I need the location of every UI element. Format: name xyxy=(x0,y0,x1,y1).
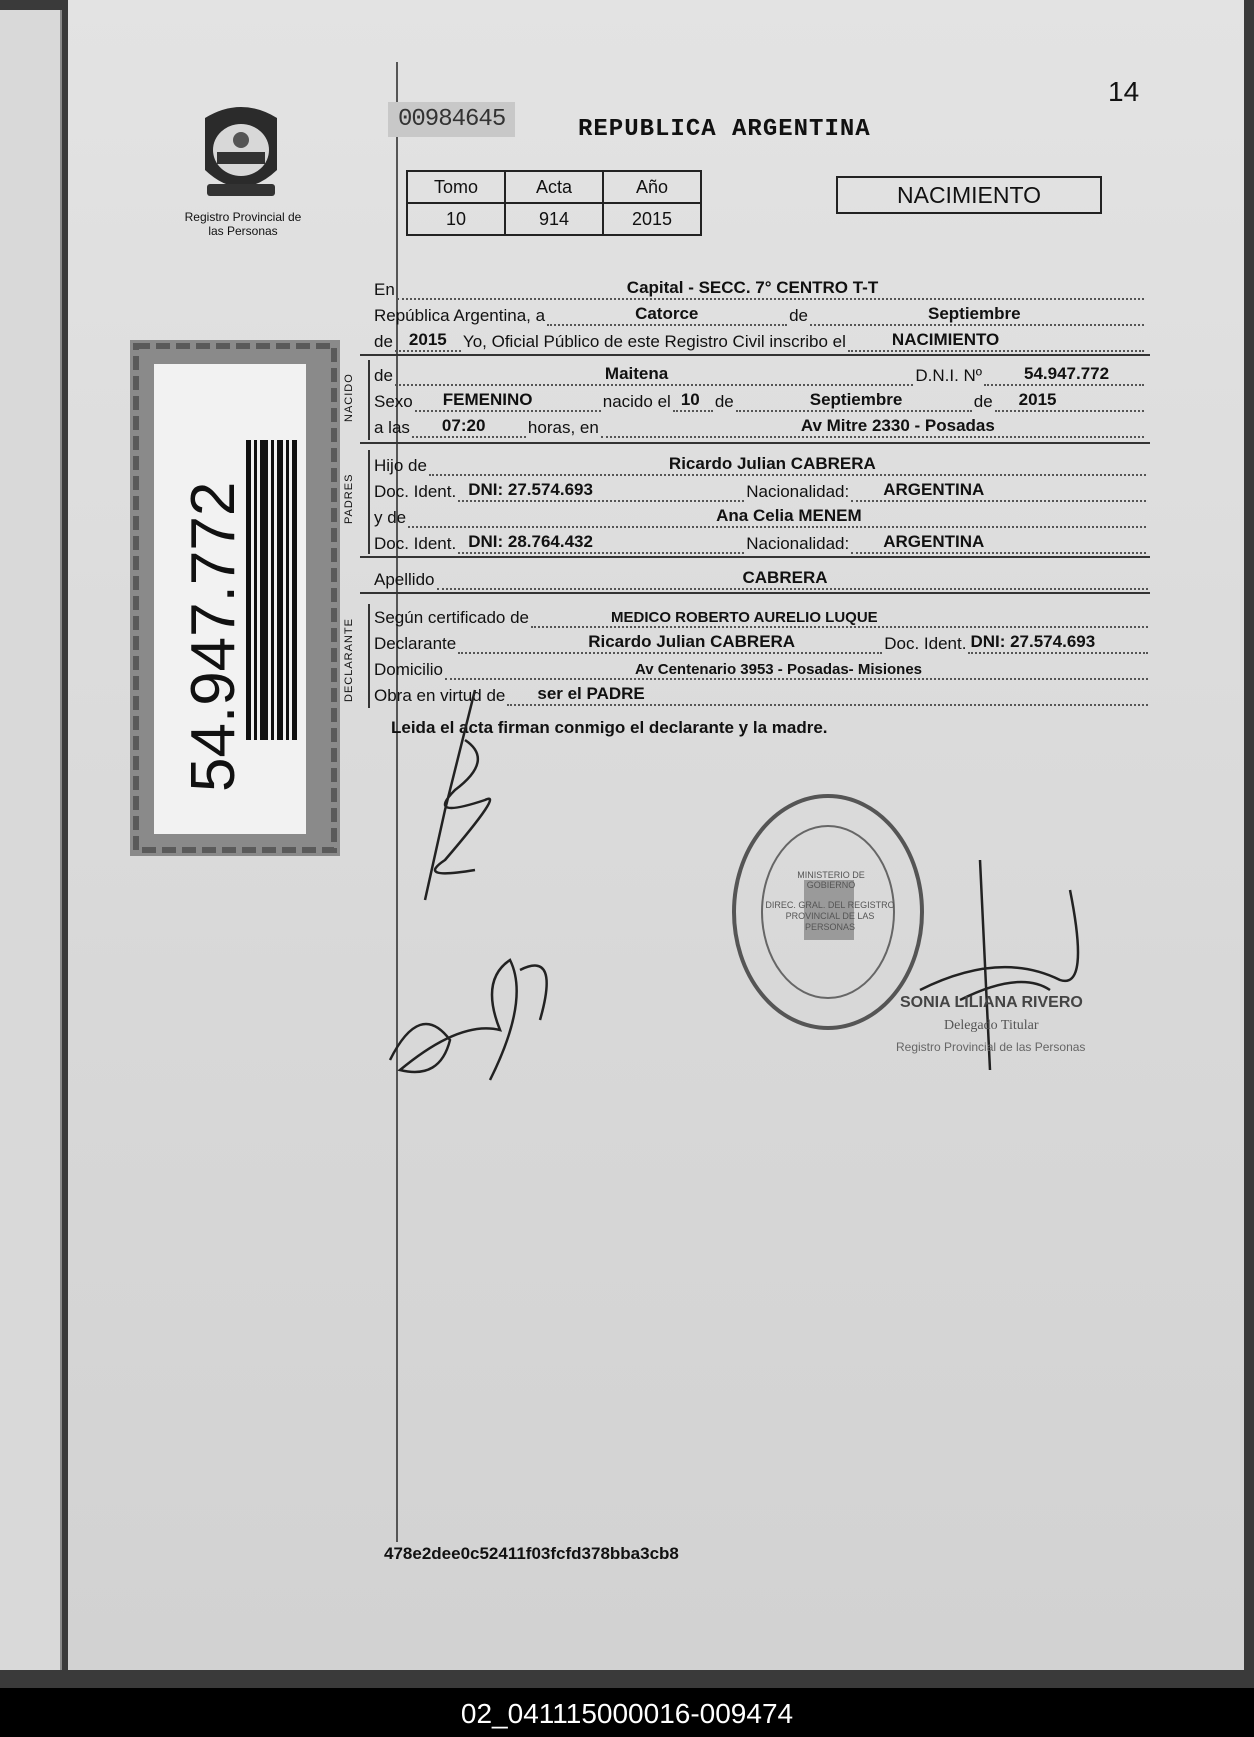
document-hash: 478e2dee0c52411f03fcfd378bba3cb8 xyxy=(384,1544,679,1563)
oficial-text: Yo, Oficial Público de este Registro Civil inscribo el xyxy=(462,332,846,351)
dni-label: D.N.I. Nº xyxy=(915,366,982,385)
back-sheet xyxy=(0,10,62,1670)
stamp-text: DIREC. GRAL. DEL REGISTRO PROVINCIAL DE LAS PERSONAS xyxy=(765,900,895,932)
closing-statement: Leida el acta firman conmigo el declarante y la madre. xyxy=(391,718,828,737)
declarante-signature xyxy=(405,680,525,910)
row-en xyxy=(374,274,1146,300)
row-certificado xyxy=(374,602,1150,628)
row-hora xyxy=(374,412,1146,438)
birth-day: 10 xyxy=(680,390,700,409)
official-org: Registro Provincial de las Personas xyxy=(896,1040,1086,1054)
header-acta: Acta xyxy=(505,171,603,203)
header-tomo: Tomo xyxy=(407,171,505,203)
apellido-label: Apellido xyxy=(374,570,435,589)
mother-doc: DNI: 28.764.432 xyxy=(468,532,593,551)
declarante-label: Declarante xyxy=(374,634,457,653)
declarante-bar xyxy=(368,604,370,708)
scan-file-id: 02_041115000016-009474 xyxy=(460,1698,794,1729)
birth-de2-label: de xyxy=(973,392,993,411)
row-sexo xyxy=(374,386,1146,412)
certificado-value: MEDICO ROBERTO AURELIO LUQUE xyxy=(611,609,878,626)
horas-label: horas, en xyxy=(527,418,599,437)
nacido-bar xyxy=(368,360,370,440)
row-name xyxy=(374,360,1146,386)
page-title: REPUBLICA ARGENTINA xyxy=(578,116,871,143)
value-acta: 914 xyxy=(505,203,603,235)
mother-nationality: ARGENTINA xyxy=(883,532,985,551)
side-label-padres: PADRES xyxy=(343,473,355,524)
en-value: Capital - SECC. 7° CENTRO T-T xyxy=(626,278,879,297)
segun-label: Según certificado de xyxy=(374,608,529,627)
separator xyxy=(360,354,1150,356)
oficial-signature xyxy=(900,850,1100,1100)
separator xyxy=(360,442,1150,444)
serial-number: 00984645 xyxy=(388,102,515,137)
row-madre xyxy=(374,502,1148,528)
obra-value: ser el PADRE xyxy=(537,684,645,703)
sexo-label: Sexo xyxy=(374,392,413,411)
declarante-doc-label: Doc. Ident. xyxy=(884,634,967,653)
domicilio-value: Av Centenario 3953 - Posadas- Misiones xyxy=(634,661,923,678)
declarante-doc: DNI: 27.574.693 xyxy=(970,632,1096,651)
alas-label: a las xyxy=(374,418,410,437)
act-type-box: NACIMIENTO xyxy=(836,176,1102,214)
page-number: 14 xyxy=(1108,76,1140,107)
obra-label: Obra en virtud de xyxy=(374,686,506,705)
mother-name: Ana Celia MENEM xyxy=(716,506,862,525)
birth-place: Av Mitre 2330 - Posadas xyxy=(800,416,995,435)
padres-bar xyxy=(368,450,370,554)
header-ano: Año xyxy=(603,171,701,203)
official-role: Delegado Titular xyxy=(944,1018,1039,1033)
father-name: Ricardo Julian CABRERA xyxy=(668,454,876,473)
row-oficial xyxy=(374,326,1146,352)
value-tomo: 10 xyxy=(407,203,505,235)
dni-sticker-number: 54.947.772 xyxy=(179,481,248,792)
birth-month: Septiembre xyxy=(809,390,903,409)
row-declarante xyxy=(374,628,1150,654)
row-padre xyxy=(374,450,1148,476)
child-dni: 54.947.772 xyxy=(1024,364,1110,383)
misiones-coat-of-arms-logo xyxy=(195,100,287,208)
row-republica xyxy=(374,300,1146,326)
father-doc: DNI: 27.574.693 xyxy=(468,480,593,499)
father-nat-label: Nacionalidad: xyxy=(746,482,850,501)
birth-de-label: de xyxy=(714,392,734,411)
name-de-label: de xyxy=(374,366,393,385)
rep-day: Catorce xyxy=(635,304,699,323)
father-doc-label: Doc. Ident. xyxy=(374,482,457,501)
official-name: SONIA LILIANA RIVERO xyxy=(900,994,1083,1011)
apellido-value: CABRERA xyxy=(742,568,828,587)
row-madre-doc xyxy=(374,528,1148,554)
row-domicilio xyxy=(374,654,1150,680)
separator xyxy=(360,556,1150,558)
father-nationality: ARGENTINA xyxy=(883,480,985,499)
nacido-label: nacido el xyxy=(602,392,671,411)
value-ano: 2015 xyxy=(603,203,701,235)
mother-doc-label: Doc. Ident. xyxy=(374,534,457,553)
inscribo-value: NACIMIENTO xyxy=(891,330,1000,349)
year-de-label: de xyxy=(374,332,393,351)
hijo-label: Hijo de xyxy=(374,456,427,475)
sexo-value: FEMENINO xyxy=(442,390,533,409)
child-name: Maitena xyxy=(604,364,669,383)
rep-month: Septiembre xyxy=(927,304,1021,323)
row-apellido xyxy=(374,564,1150,590)
mother-nat-label: Nacionalidad: xyxy=(746,534,850,553)
side-label-nacido: NACIDO xyxy=(343,373,355,422)
domicilio-label: Domicilio xyxy=(374,660,443,679)
birth-hour: 07:20 xyxy=(441,416,486,435)
row-padre-doc xyxy=(374,476,1148,502)
birth-year: 2015 xyxy=(1018,390,1057,409)
separator xyxy=(360,592,1150,594)
registry-name: Registro Provincial de las Personas xyxy=(184,210,302,238)
en-label: En xyxy=(374,280,395,299)
yde-label: y de xyxy=(374,508,407,527)
stamp-inner-text: MINISTERIO DE GOBIERNO xyxy=(797,870,865,890)
side-label-declarante: DECLARANTE xyxy=(343,618,355,702)
year: 2015 xyxy=(408,330,447,349)
tomo-acta-ano-table xyxy=(406,170,702,236)
madre-signature xyxy=(380,940,580,1110)
rep-de-label: de xyxy=(789,306,808,325)
declarante-name: Ricardo Julian CABRERA xyxy=(588,632,796,651)
rep-label: República Argentina, a xyxy=(374,306,546,325)
